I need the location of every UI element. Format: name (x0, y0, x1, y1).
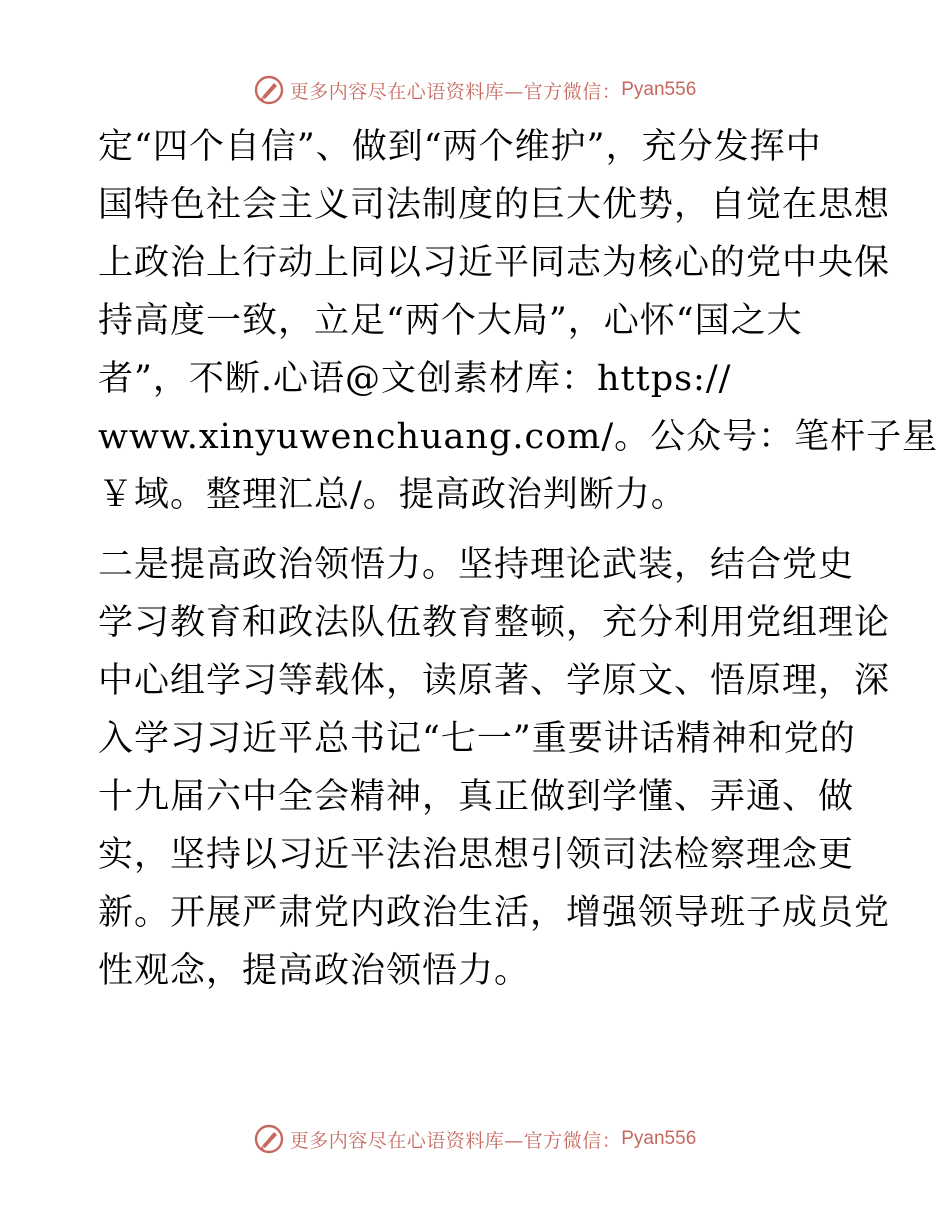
text-line: 性观念，提高政治领悟力。 (98, 951, 531, 991)
text-line: 持高度一致，立足“两个大局”，心怀“国之大 (98, 301, 803, 341)
paragraph-1 (98, 118, 939, 524)
text-line: ￥域。整理汇总/。提高政治判断力。 (98, 475, 687, 515)
text-line: 上政治上行动上同以习近平同志为核心的党中央保 (98, 243, 891, 283)
text-line: 学习教育和政法队伍教育整顿，充分利用党组理论 (98, 603, 891, 643)
watermark-wechat-id: Pyan556 (621, 79, 697, 100)
text-line: 者”，不断.心语@文创素材库：https:// (98, 359, 732, 399)
text-line: 中心组学习等载体，读原著、学原文、悟原理，深 (98, 661, 891, 701)
header-watermark (0, 73, 950, 107)
watermark-text: 更多内容尽在心语资料库—官方微信： (289, 80, 622, 103)
text-line: 实，坚持以习近平法治思想引领司法检察理念更 (98, 835, 855, 875)
text-line: 十九届六中全会精神，真正做到学懂、弄通、做 (98, 777, 855, 817)
text-line: 二是提高政治领悟力。坚持理论武装，结合党史 (98, 545, 855, 585)
watermark-text: 更多内容尽在心语资料库—官方微信： (289, 1129, 622, 1152)
text-line: www.xinyuwenchuang.com/。公众号：笔杆子星 (98, 417, 939, 457)
paragraph-2 (98, 536, 891, 1000)
document-body (98, 118, 939, 1000)
text-line: 入学习习近平总书记“七一”重要讲话精神和党的 (98, 719, 856, 759)
pen-logo-icon (254, 75, 284, 105)
paragraph-gap (98, 524, 858, 536)
pen-logo-icon (254, 1124, 284, 1154)
text-line: 定“四个自信”、做到“两个维护”，充分发挥中 (98, 127, 822, 167)
watermark-wechat-id: Pyan556 (621, 1128, 697, 1149)
text-line: 新。开展严肃党内政治生活，增强领导班子成员党 (98, 893, 891, 933)
text-line: 国特色社会主义司法制度的巨大优势，自觉在思想 (98, 185, 891, 225)
footer-watermark (0, 1122, 950, 1156)
